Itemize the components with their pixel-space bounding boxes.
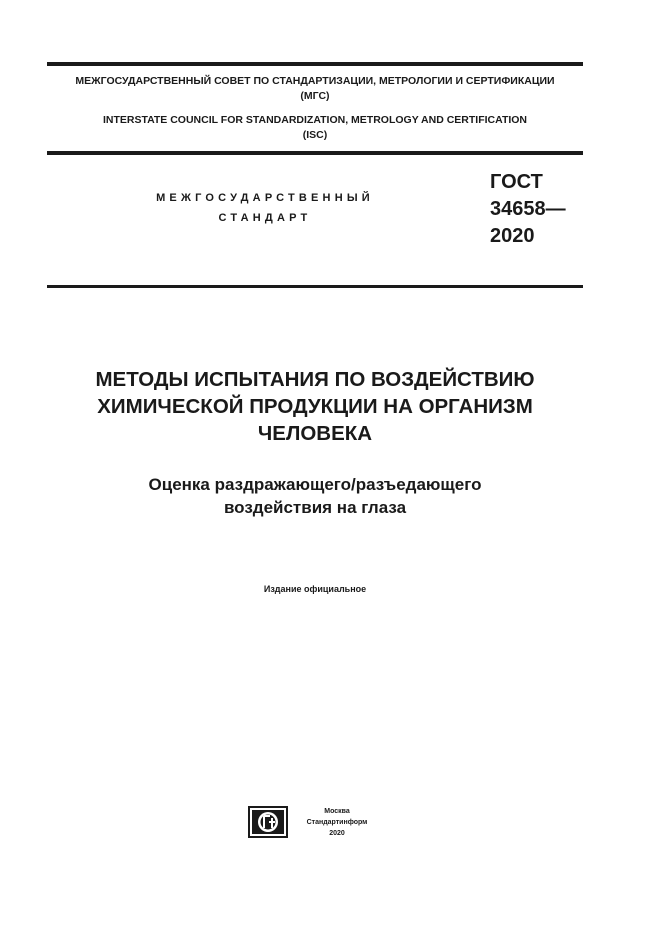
council-name-en-abbr: (ISC) bbox=[302, 129, 328, 141]
document-subtitle bbox=[47, 473, 583, 519]
subtitle-line2: воздействия на глаза bbox=[223, 498, 407, 517]
top-rule bbox=[47, 62, 583, 66]
subtitle-line1: Оценка раздражающего/разъедающего bbox=[148, 475, 482, 494]
council-name-ru-line1: МЕЖГОСУДАРСТВЕННЫЙ СОВЕТ ПО СТАНДАРТИЗАЦИИ, МЕТРОЛОГИИ И СЕРТИФИКАЦИИ bbox=[75, 75, 555, 87]
header-bottom-rule bbox=[47, 151, 583, 155]
standard-designation bbox=[490, 169, 566, 250]
council-name-en bbox=[47, 113, 583, 143]
council-name-ru bbox=[47, 74, 583, 104]
imprint-year: 2020 bbox=[329, 830, 345, 837]
standard-type-line2: СТАНДАРТ bbox=[218, 212, 312, 224]
standard-type bbox=[100, 188, 430, 228]
council-name-ru-abbr: (МГС) bbox=[300, 90, 330, 102]
title-line3: ЧЕЛОВЕКА bbox=[257, 422, 373, 445]
standartinform-logo-icon bbox=[248, 806, 288, 838]
document-title bbox=[47, 366, 583, 447]
publisher-imprint bbox=[292, 806, 382, 839]
standard-type-line1: МЕЖГОСУДАРСТВЕННЫЙ bbox=[156, 192, 374, 204]
imprint-city: Москва bbox=[324, 808, 350, 815]
designation-year: 2020 bbox=[490, 225, 535, 247]
title-line2: ХИМИЧЕСКОЙ ПРОДУКЦИИ НА ОРГАНИЗМ bbox=[97, 395, 533, 418]
designation-number: 34658— bbox=[490, 198, 566, 220]
council-name-en-line1: INTERSTATE COUNCIL FOR STANDARDIZATION, METROLOGY AND CERTIFICATION bbox=[102, 114, 528, 126]
edition-label: Издание официальное bbox=[263, 584, 367, 594]
designation-gost: ГОСТ bbox=[490, 171, 543, 193]
title-line1: МЕТОДЫ ИСПЫТАНИЯ ПО ВОЗДЕЙСТВИЮ bbox=[95, 368, 535, 391]
imprint-publisher: Стандартинформ bbox=[306, 819, 368, 826]
designation-rule bbox=[47, 285, 583, 288]
